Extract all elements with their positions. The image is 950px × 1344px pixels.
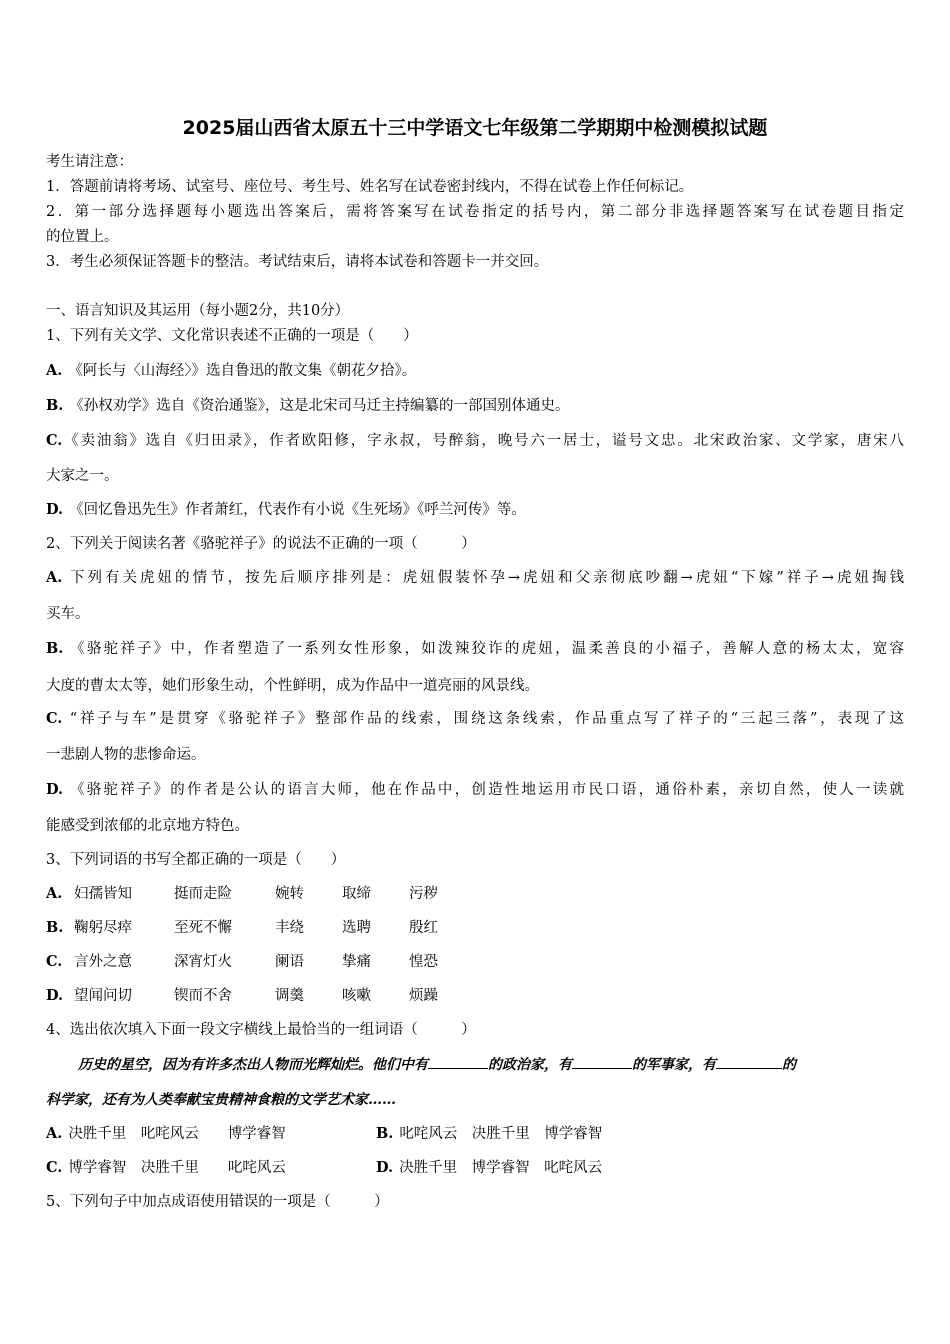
- q2-option-c-cont: 一悲剧人物的悲惨命运。: [46, 747, 206, 763]
- notice-item: 的位置上。: [46, 229, 119, 245]
- notice-item: 3．考生必须保证答题卡的整洁。考试结束后，请将本试卷和答题卡一并交回。: [46, 254, 549, 270]
- q1-option-b: B. 《孙权劝学》选自《资治通鉴》，这是北宋司马迁主持编纂的一部国别体通史。: [46, 397, 570, 414]
- page-title: 2025届山西省太原五十三中学语文七年级第二学期期中检测模拟试题: [182, 117, 768, 139]
- q4-option-b: B. 叱咤风云 决胜千里 博学睿智: [376, 1125, 603, 1142]
- question-1-stem: 1、下列有关文学、文化常识表述不正确的一项是（ ）: [46, 328, 418, 344]
- question-3-stem: 3、下列词语的书写全都正确的一项是（ ）: [46, 852, 346, 868]
- q1-option-c: C.《卖油翁》选自《归田录》，作者欧阳修，字永叔，号醉翁，晚号六一居士，谥号文忠。北宋政治家、文学家，唐宋八: [46, 432, 904, 449]
- question-5-stem: 5、下列句子中加点成语使用错误的一项是（ ）: [46, 1194, 389, 1210]
- q4-passage-line: 历史的星空，因为有许多杰出人物而光辉灿烂。他们中有 的政治家，有 的军事家，有 的: [78, 1054, 796, 1075]
- q1-option-a: A. 《阿长与〈山海经〉》选自鲁迅的散文集《朝花夕拾》。: [46, 362, 417, 379]
- q4-option-c: C. 博学睿智 决胜千里 叱咤风云: [46, 1159, 286, 1176]
- section-heading: 一、语言知识及其运用（每小题2分，共10分）: [46, 303, 350, 319]
- q2-option-c: C. “祥子与车”是贯穿《骆驼祥子》整部作品的线索，围绕这条线索，作品重点写了祥子的“三起三落”，表现了这: [46, 710, 904, 727]
- q1-option-d: D. 《回忆鲁迅先生》作者萧红，代表作有小说《生死场》《呼兰河传》等。: [46, 501, 526, 518]
- q4-option-d: D. 决胜千里 博学睿智 叱咤风云: [376, 1159, 603, 1176]
- question-4-stem: 4、选出依次填入下面一段文字横线上最恰当的一组词语（ ）: [46, 1022, 476, 1038]
- q2-option-b: B. 《骆驼祥子》中，作者塑造了一系列女性形象，如泼辣狡诈的虎妞，温柔善良的小福子，善解人意的杨太太，宽容: [46, 640, 905, 657]
- notice-item: 2．第一部分选择题每小题选出答案后，需将答案写在试卷指定的括号内，第二部分非选择题答案写在试卷题目指定: [46, 204, 904, 220]
- notice-heading: 考生请注意：: [46, 154, 133, 170]
- q4-passage-line: 科学家，还有为人类奉献宝贵精神食粮的文学艺术家……: [46, 1092, 396, 1108]
- q2-option-b-cont: 大度的曹太太等，她们形象生动，个性鲜明，成为作品中一道亮丽的风景线。: [46, 678, 539, 694]
- q1-option-c-cont: 大家之一。: [46, 468, 119, 484]
- q2-option-a-cont: 买车。: [46, 606, 90, 622]
- q3-option-row: A. 妇孺皆知 挺而走险 婉转 取缔 污秽: [46, 885, 438, 902]
- q2-option-a: A. 下列有关虎妞的情节，按先后顺序排列是：虎妞假装怀孕→虎妞和父亲彻底吵翻→虎妞“下嫁”祥子→虎妞掏钱: [46, 569, 905, 586]
- q4-option-a: A. 决胜千里 叱咤风云 博学睿智: [46, 1125, 286, 1142]
- question-2-stem: 2、下列关于阅读名著《骆驼祥子》的说法不正确的一项（ ）: [46, 536, 476, 552]
- q3-option-row: B. 鞠躬尽瘁 至死不懈 丰绕 选聘 殷红: [46, 919, 438, 936]
- q2-option-d: D. 《骆驼祥子》的作者是公认的语言大师，他在作品中，创造性地运用市民口语，通俗朴素，亲切自然，使人一读就: [46, 781, 905, 798]
- q3-option-row: C. 言外之意 深宵灯火 阑语 挚痛 惶恐: [46, 953, 438, 970]
- q3-option-row: D. 望闻问切 锲而不舍 调羹 咳嗽 烦躁: [46, 987, 438, 1004]
- notice-item: 1．答题前请将考场、试室号、座位号、考生号、姓名写在试卷密封线内，不得在试卷上作任何标记。: [46, 179, 694, 195]
- q2-option-d-cont: 能感受到浓郁的北京地方特色。: [46, 818, 249, 834]
